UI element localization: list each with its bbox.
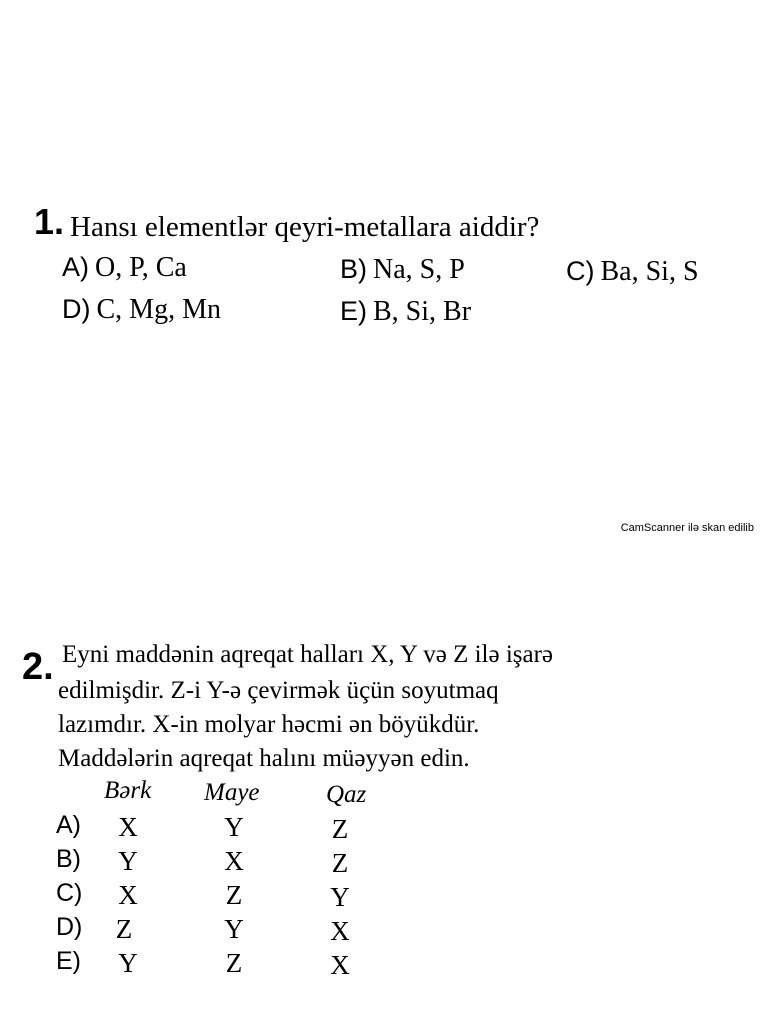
q2-row-b-solid: Y [118, 846, 138, 876]
question-2-line-3: lazımdır. X-in molyar həcmi ən böyükdür. [58, 711, 480, 738]
q2-row-c-liquid: Z [225, 880, 243, 910]
q2-row-a-solid: X [118, 812, 138, 842]
option-letter: E) [340, 296, 367, 326]
option-letter: B) [340, 254, 367, 284]
option-letter: D) [62, 294, 91, 324]
q1-option-c [566, 254, 699, 289]
q2-row-e-letter: E) [56, 947, 81, 975]
question-2-number: 2. [22, 646, 54, 688]
q2-row-e-gas: X [330, 950, 350, 980]
option-text: Na, S, P [373, 254, 465, 285]
q2-row-e-liquid: Z [225, 948, 243, 978]
question-2-line-2: edilmişdir. Z-i Y-ə çevirmək üçün soyutmaq [58, 677, 499, 704]
q2-row-a-letter: A) [56, 811, 81, 839]
header-gas: Qaz [326, 781, 367, 808]
q2-row-a-gas: Z [331, 814, 349, 844]
header-solid: Bərk [104, 777, 152, 804]
q2-row-d-letter: D) [56, 913, 83, 941]
question-2-line-1: Eyni maddənin aqreqat halları X, Y və Z ilə işarə [62, 641, 554, 668]
q2-row-e-solid: Y [118, 948, 138, 978]
question-1-text: Hansı elementlər qeyri-metallara aiddir? [70, 211, 540, 243]
q1-option-a [62, 250, 187, 285]
option-letter: A) [62, 252, 89, 282]
q2-row-b-letter: B) [56, 845, 81, 873]
q2-row-c-gas: Y [330, 882, 350, 912]
scanner-note: CamScanner ilə skan edilib [620, 522, 754, 534]
question-2-line-4: Maddələrin aqreqat halını müəyyən edin. [58, 745, 470, 772]
q2-row-c-letter: C) [56, 879, 83, 907]
q2-row-a-liquid: Y [224, 812, 244, 842]
q2-row-d-gas: X [330, 916, 350, 946]
q2-row-d-solid: Z [115, 914, 133, 944]
q1-option-b [340, 252, 465, 287]
option-text: O, P, Ca [95, 252, 187, 283]
header-liquid: Maye [204, 779, 260, 806]
q2-row-d-liquid: Y [224, 914, 244, 944]
q2-row-c-solid: X [118, 880, 138, 910]
q1-option-d [62, 292, 221, 327]
q1-option-e [340, 294, 471, 329]
option-letter: C) [566, 256, 595, 286]
option-text: Ba, Si, S [600, 256, 699, 287]
option-text: C, Mg, Mn [96, 294, 221, 325]
option-text: B, Si, Br [373, 296, 472, 327]
q2-row-b-gas: Z [331, 848, 349, 878]
q2-row-b-liquid: X [224, 846, 244, 876]
question-1-number: 1. [34, 201, 65, 242]
